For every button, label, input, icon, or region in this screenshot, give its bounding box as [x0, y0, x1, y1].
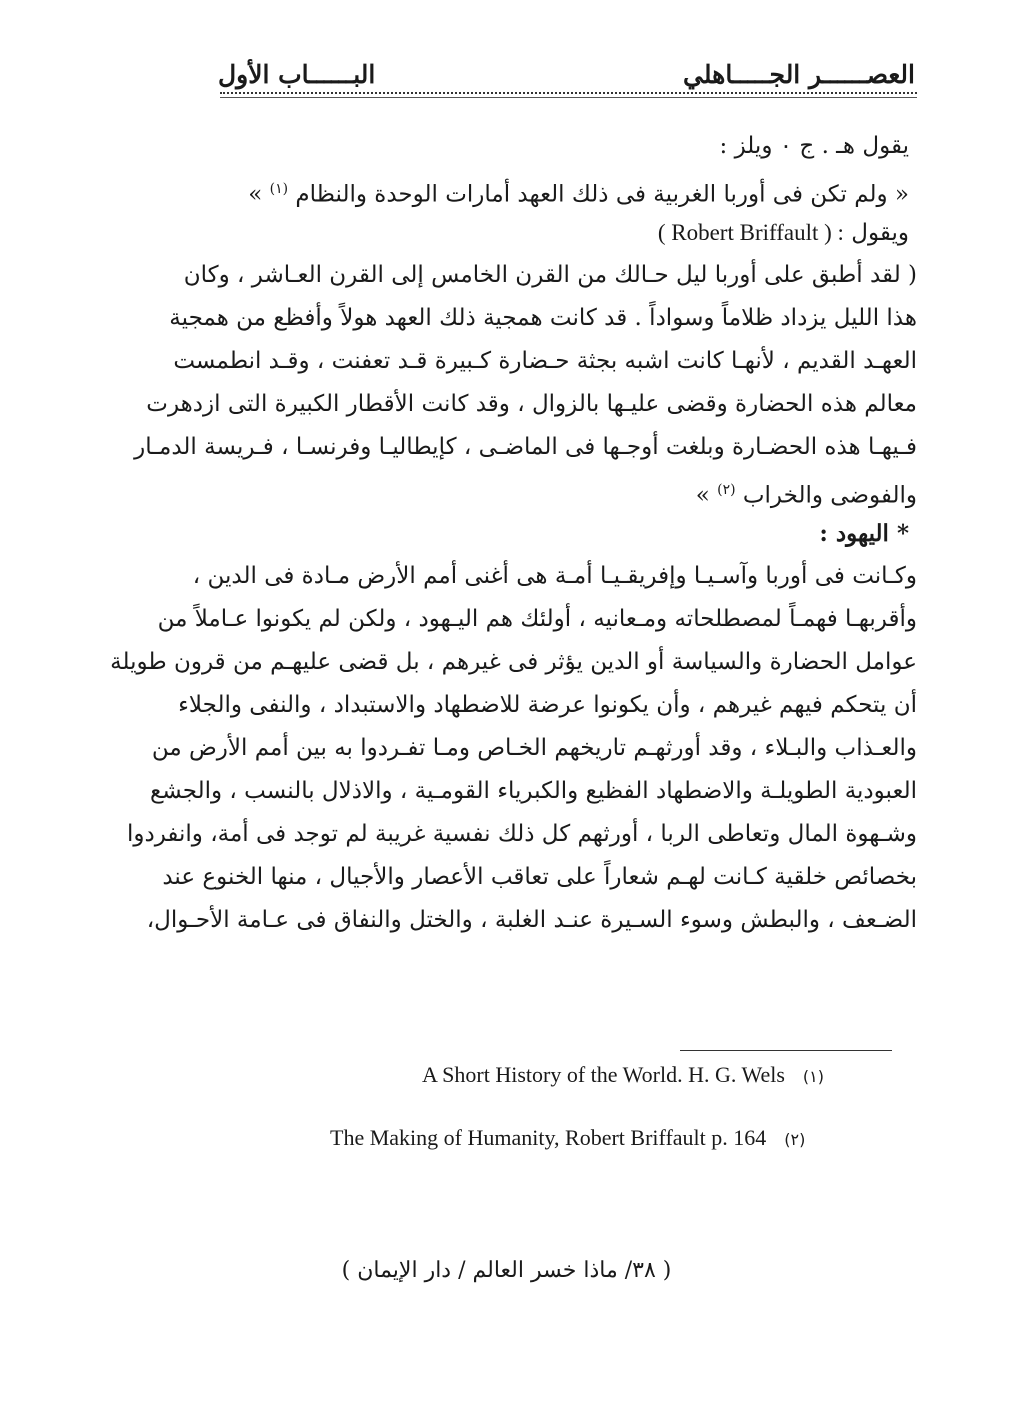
quote-line: « ولم تكن فى أوربا الغربية فى ذلك العهد أمارات الوحدة والنظام $^{(١)}$ » [248, 181, 909, 208]
paragraph-line: وأقربهـا فهمـاً لمصطلحاته ومـعانيه ، أولئك هم اليـهود ، ولكن لم يكونوا عـاملاً من [157, 606, 917, 632]
footnote-ref-2: (٢) [717, 482, 736, 498]
paragraph-line: فـيهـا هذه الحضـارة وبلغت أوجـها فى الماضـى ، كإيطاليـا وفرنسـا ، فـريسة الدمـار [134, 434, 917, 460]
header-dotted-rule [220, 92, 917, 94]
footnote-1 [422, 1062, 824, 1088]
paragraph-line: والعـذاب والبـلاء ، وقد أورثهـم تاريخهم الخـاص ومـا تفـردوا به بين أمم الأرض من [151, 735, 917, 761]
footnote-ref-1: (١) [269, 181, 289, 197]
paragraph-line: وكـانت فى أوربا وآسـيـا وإفريقـيـا أمـة هى أغنى أمم الأرض مـادة فى الدين ، [192, 563, 917, 589]
footnote-number: (٢) [784, 1130, 806, 1149]
latin-name: ( Robert Briffault ) : [657, 220, 844, 245]
footnote-separator [680, 1050, 892, 1051]
footnote-text: A Short History of the World. H. G. Wels [422, 1062, 785, 1087]
running-header-book-section: العصــــــر الجـــــاهلي [683, 60, 915, 89]
footnote-number: (١) [802, 1067, 825, 1086]
paragraph-line: عوامل الحضارة والسياسة أو الدين يؤثر فى غيرهم ، بل قضى عليهـم من قرون طويلة [110, 649, 917, 675]
running-header-chapter: البــــــاب الأول [218, 60, 376, 89]
paragraph-line: بخصائص خلقية كـانت لهـم شعاراً على تعاقب الأعصار والأجيال ، منها الخنوع عند [162, 864, 917, 890]
footnote-text: The Making of Humanity, Robert Briffault p. 164 [330, 1125, 767, 1150]
header-rule [220, 97, 917, 98]
paragraph-line: العبودية الطويلـة والاضطهاد الفظيع والكبرياء القومـية ، والاذلال بالنسب ، والجشع [150, 778, 917, 804]
paragraph-line: الضـعف ، والبطش وسوء السـيرة عنـد الغلبة ، والختل والنفاق فى عـامة الأحـوال، [146, 907, 917, 933]
footnote-2 [330, 1125, 805, 1151]
paragraph-line: معالم هذه الحضارة وقضى عليـها بالزوال ، وقد كانت الأقطار الكبيرة التى ازدهرت [146, 391, 917, 417]
paragraph-line: ( لقد أطبق على أوربا ليل حـالك من القرن الخامس إلى القرن العـاشر ، وكان [183, 262, 917, 288]
paragraph-line: وشـهوة المال وتعاطى الربا ، أورثهم كل ذلك نفسية غريبة لم توجد فى أمة، وانفردوا [126, 821, 917, 847]
paragraph-line: والفوضى والخراب $^{(٢)}$ » [695, 482, 917, 509]
page-footer: ( ٣٨/ ماذا خسر العالم / دار الإيمان ) [341, 1258, 672, 1283]
paragraph-line: أن يتحكم فيهم غيرهم ، وأن يكونوا عرضة للاضطهاد والاستبداد ، والنفى والجلاء [178, 692, 917, 718]
section-heading: * اليهود : [819, 520, 909, 547]
paragraph-line: هذا الليل يزداد ظلاماً وسواداً . قد كانت همجية ذلك العهد هولاً وأفظع من همجية [169, 305, 917, 331]
paragraph-line: العهـد القديم ، لأنهـا كانت اشبه بجثة حـضارة كـبيرة قـد تعفنت ، وقـد انطمست [173, 348, 917, 374]
paragraph-line: ويقول ( Robert Briffault ) : [657, 220, 909, 246]
paragraph-line: يقول هـ . ج ٠ ويلز : [719, 133, 909, 159]
main-text [110, 125, 917, 942]
